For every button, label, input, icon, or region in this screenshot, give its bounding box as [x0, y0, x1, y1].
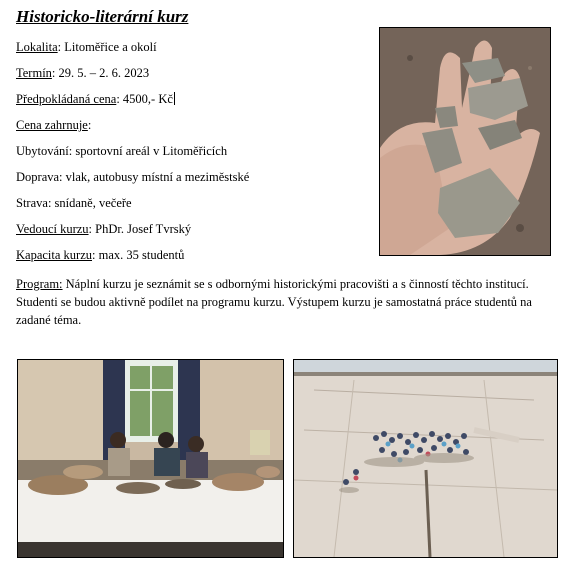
- field-label: Vedoucí kurzu: [16, 222, 89, 236]
- field-value: : sportovní areál v Litoměřicích: [68, 144, 228, 158]
- page-title: Historicko-literární kurz: [16, 7, 189, 26]
- field-value: : max. 35 studentů: [92, 248, 185, 262]
- text-cursor: [174, 92, 175, 105]
- program-label: Program:: [16, 277, 63, 291]
- field-cena[interactable]: [16, 92, 175, 107]
- field-label: Strava: [16, 196, 48, 210]
- program-paragraph: [16, 275, 562, 329]
- field-vedouci: [16, 222, 191, 237]
- field-label: Předpokládaná cena: [16, 92, 117, 106]
- field-value: : Litoměřice a okolí: [57, 40, 157, 54]
- field-value: : vlak, autobusy místní a meziměstské: [59, 170, 250, 184]
- field-label: Cena zahrnuje: [16, 118, 88, 132]
- field-label: Ubytování: [16, 144, 69, 158]
- field-termin: [16, 66, 149, 81]
- field-value: : 29. 5. – 2. 6. 2023: [51, 66, 150, 80]
- field-value: : snídaně, večeře: [47, 196, 132, 210]
- photo-excavation-site: [293, 359, 558, 558]
- field-kapacita: [16, 248, 184, 263]
- program-text: Náplní kurzu je seznámit se s odbornými historickými pracovišti a s činností těchto institucí. Studenti se budou aktivně podílet na programu kurzu. Výstupem kurzu je samostatná práce studentů na zadané téma.: [16, 277, 532, 327]
- field-lokalita: [16, 40, 157, 55]
- field-value: : PhDr. Josef Tvrský: [88, 222, 192, 236]
- field-ubytovani: [16, 144, 227, 159]
- field-cena-zahrnuje: [16, 118, 91, 133]
- field-doprava: [16, 170, 249, 185]
- photo-pottery-shards: [379, 27, 551, 256]
- field-label: Lokalita: [16, 40, 58, 54]
- field-value: :: [87, 118, 92, 132]
- field-label: Doprava: [16, 170, 60, 184]
- field-value: : 4500,- Kč: [116, 92, 173, 106]
- field-label: Termín: [16, 66, 52, 80]
- field-label: Kapacita kurzu: [16, 248, 93, 262]
- photo-classroom: [17, 359, 284, 558]
- field-strava: [16, 196, 132, 211]
